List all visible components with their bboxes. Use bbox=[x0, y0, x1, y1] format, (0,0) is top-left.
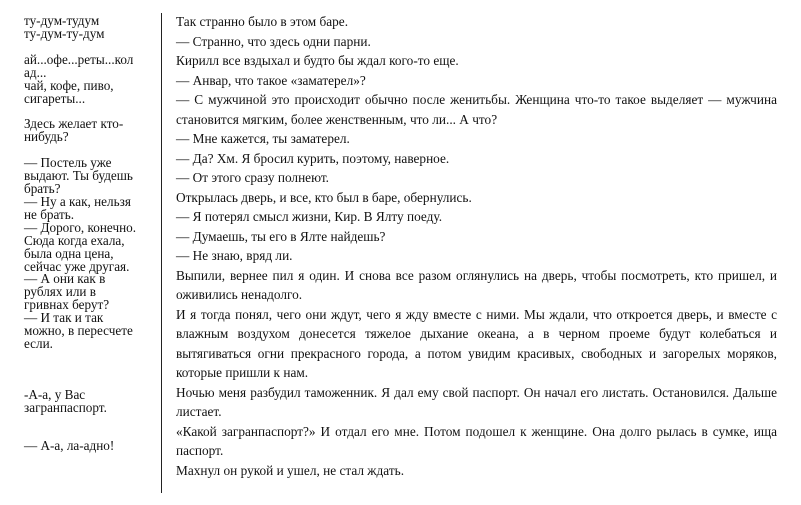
paragraph: — Да? Хм. Я бросил курить, поэтому, наверное. bbox=[176, 150, 450, 166]
paragraph: Выпили, вернее пил я один. И снова все разом оглянулись на дверь, чтобы посмотреть, кто пришел, и оживились ненадолго. bbox=[176, 267, 777, 302]
left-block-song: ту-дум-тудум ту-дум-ту-дум bbox=[24, 13, 105, 41]
left-column bbox=[24, 15, 152, 453]
left-block-dialogue: — Постель уже выдают. Ты будешь брать? — Ну а как, нельзя не брать. — Дорого, конечно. Сюда когда ехала, была одна цена, сейчас уже другая. — А они как в рублях или в гривнах берут? — И так и так можно, в пересчете если. bbox=[24, 155, 137, 351]
paragraph: — Анвар, что такое «заматерел»? bbox=[176, 72, 366, 88]
paragraph: Открылась дверь, и все, кто был в баре, обернулись. bbox=[176, 189, 472, 205]
paragraph: Махнул он рукой и ушел, не стал ждать. bbox=[176, 462, 405, 478]
paragraph: Так странно было в этом баре. bbox=[176, 14, 349, 29]
paragraph: Кирилл все вздыхал и будто бы ждал кого-то еще. bbox=[176, 53, 459, 68]
paragraph: Ночью меня разбудил таможенник. Я дал ему свой паспорт. Он начал его листать. Остановился. Дальше листает. bbox=[176, 384, 777, 419]
column-divider bbox=[161, 13, 162, 493]
paragraph: И я тогда понял, чего они ждут, чего я жду вместе с ними. Мы ждали, что откроется дверь, и вместе с влажным воздухом донесется тяжелое дыхание океана, а в черном проеме будут колебаться и вытягиваться огни прекрасного города, а потом увидим красивых, свободных и загорелых моряков, которые пришли к нам. bbox=[176, 306, 777, 380]
right-column bbox=[176, 12, 777, 480]
left-block-okay: — А-а, ла-адно! bbox=[24, 437, 115, 453]
paragraph: — От этого сразу полнеют. bbox=[176, 170, 329, 185]
paragraph: «Какой загранпаспорт?» И отдал его мне. Потом подошел к женщине. Она долго рылась в сумке, ища паспорт. bbox=[176, 423, 777, 458]
paragraph: — Мне кажется, ты заматерел. bbox=[176, 131, 350, 146]
paragraph: — Я потерял смысл жизни, Кир. В Ялту поеду. bbox=[176, 209, 443, 224]
left-block-passport: -А-а, у Вас загранпаспорт. bbox=[24, 386, 107, 415]
left-block-question: Здесь желает кто- нибудь? bbox=[24, 116, 124, 145]
paragraph: — Странно, что здесь одни парни. bbox=[176, 33, 371, 49]
paragraph: — С мужчиной это происходит обычно после женитьбы. Женщина что-то такое выделяет — мужчина становится мягким, более женственным, что ли... А что? bbox=[176, 92, 777, 127]
paragraph: — Не знаю, вряд ли. bbox=[176, 248, 293, 263]
left-block-vendor-call: ай...офе...реты...кол ад... чай, кофе, пиво, сигареты... bbox=[24, 51, 134, 106]
paragraph: — Думаешь, ты его в Ялте найдешь? bbox=[176, 228, 386, 244]
